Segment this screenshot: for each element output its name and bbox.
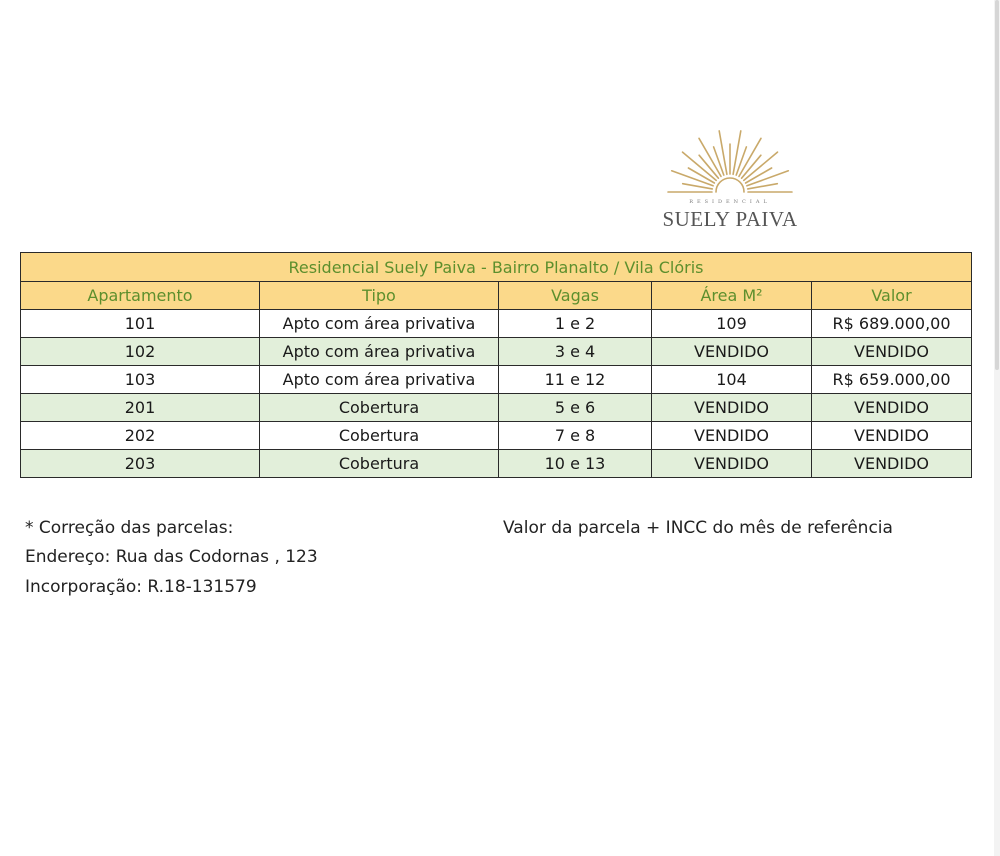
cell-valor: VENDIDO: [812, 422, 972, 450]
header-area: Área M²: [652, 282, 812, 310]
cell-area: 104: [652, 366, 812, 394]
cell-vagas: 1 e 2: [499, 310, 652, 338]
table-header-row: [21, 282, 972, 310]
cell-vagas: 11 e 12: [499, 366, 652, 394]
cell-valor: VENDIDO: [812, 338, 972, 366]
cell-valor: VENDIDO: [812, 394, 972, 422]
header-apartamento: Apartamento: [21, 282, 260, 310]
cell-tipo: Cobertura: [260, 422, 499, 450]
cell-vagas: 5 e 6: [499, 394, 652, 422]
cell-area: VENDIDO: [652, 394, 812, 422]
cell-vagas: 7 e 8: [499, 422, 652, 450]
cell-apartamento: 201: [21, 394, 260, 422]
cell-vagas: 3 e 4: [499, 338, 652, 366]
table-title: Residencial Suely Paiva - Bairro Planalto / Vila Clóris: [21, 253, 972, 282]
cell-area: 109: [652, 310, 812, 338]
header-vagas: Vagas: [499, 282, 652, 310]
cell-tipo[interactable]: Apto com área privativa: [260, 366, 499, 394]
units-table: [20, 252, 972, 478]
cell-apartamento: 101: [21, 310, 260, 338]
residencial-logo: [660, 126, 800, 236]
scrollbar[interactable]: [994, 0, 1000, 856]
table-row: [21, 422, 972, 450]
cell-tipo: Cobertura: [260, 394, 499, 422]
cell-valor: R$ 659.000,00: [812, 366, 972, 394]
cell-vagas: 10 e 13: [499, 450, 652, 478]
cell-apartamento: 202: [21, 422, 260, 450]
header-valor: Valor: [812, 282, 972, 310]
correction-label: * Correção das parcelas:: [25, 518, 234, 538]
table-row: [21, 338, 972, 366]
cell-area: VENDIDO: [652, 338, 812, 366]
sunburst-icon: [660, 126, 800, 198]
cell-area: VENDIDO: [652, 450, 812, 478]
address-text: Endereço: Rua das Codornas , 123: [25, 547, 318, 567]
table-row: [21, 366, 972, 394]
cell-tipo: Apto com área privativa: [260, 310, 499, 338]
scrollbar-thumb[interactable]: [995, 0, 999, 370]
cell-tipo: Apto com área privativa: [260, 338, 499, 366]
cell-area: VENDIDO: [652, 422, 812, 450]
sun-arc: [716, 178, 744, 192]
cell-apartamento: 103: [21, 366, 260, 394]
cell-tipo: Cobertura: [260, 450, 499, 478]
incorporation-text: Incorporação: R.18-131579: [25, 577, 257, 597]
cell-apartamento: 203: [21, 450, 260, 478]
correction-value: Valor da parcela + INCC do mês de referência: [503, 518, 893, 538]
cell-valor: R$ 689.000,00: [812, 310, 972, 338]
logo-name: SUELY PAIVA: [662, 207, 798, 231]
table-row: [21, 310, 972, 338]
table-title-row: [21, 253, 972, 282]
header-tipo: Tipo: [260, 282, 499, 310]
table-row: [21, 450, 972, 478]
table-row: [21, 394, 972, 422]
cell-apartamento: 102: [21, 338, 260, 366]
logo-subtitle: RESIDENCIAL: [689, 199, 771, 205]
cell-valor: VENDIDO: [812, 450, 972, 478]
